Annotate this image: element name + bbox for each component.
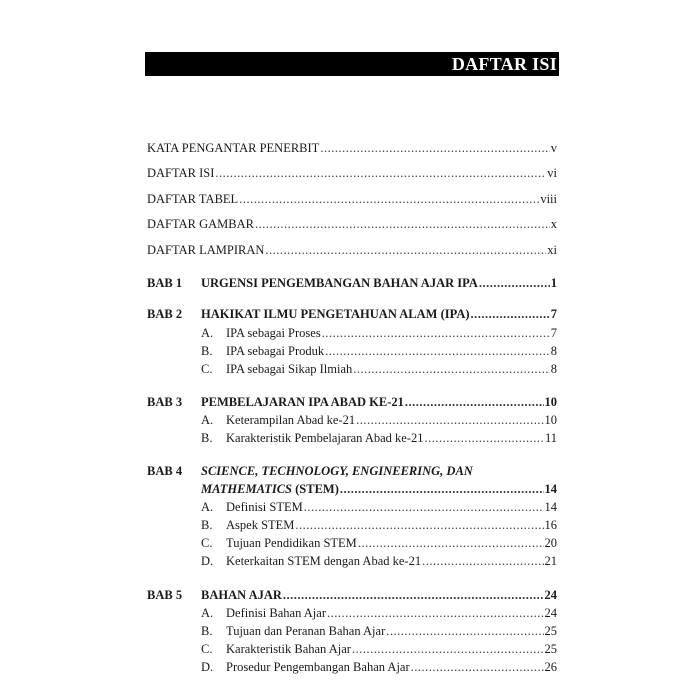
- toc-subentry[interactable]: [201, 659, 557, 675]
- chapter-page: 10: [544, 395, 557, 409]
- subentry-label: Keterampilan Abad ke-21: [226, 413, 356, 427]
- chapter-title-line1: SCIENCE, TECHNOLOGY, ENGINEERING, DAN: [201, 464, 473, 478]
- subentry-page: 16: [544, 518, 557, 532]
- subentry-label: Definisi STEM: [226, 500, 303, 514]
- dot-leader: [358, 535, 544, 551]
- chapter-page: 7: [550, 307, 557, 321]
- toc-entry-page: v: [550, 141, 557, 155]
- chapter-title-italic: MATHEMATICS: [201, 482, 293, 496]
- subentry-label: Definisi Bahan Ajar: [226, 606, 326, 620]
- subentry-page: 10: [544, 413, 557, 427]
- toc-chapter-4[interactable]: [201, 481, 557, 497]
- subentry-letter: B.: [201, 518, 213, 532]
- dot-leader: [239, 191, 539, 207]
- toc-entry-page: vi: [547, 166, 557, 180]
- subentry-label: IPA sebagai Produk: [226, 344, 325, 358]
- chapter-page: 24: [544, 588, 557, 602]
- subentry-letter: D.: [201, 660, 214, 674]
- dot-leader: [215, 165, 546, 181]
- toc-entry-daftar-isi[interactable]: [147, 165, 557, 181]
- subentry-letter: A.: [201, 500, 214, 514]
- chapter-page: 1: [550, 276, 557, 290]
- dot-leader: [471, 306, 550, 322]
- chapter-page: 14: [544, 482, 557, 496]
- dot-leader: [411, 659, 544, 675]
- toc-subentry[interactable]: [201, 499, 557, 515]
- subentry-letter: A.: [201, 413, 214, 427]
- page-title: DAFTAR ISI: [451, 54, 557, 74]
- chapter-code: BAB 3: [147, 395, 183, 409]
- toc-subentry[interactable]: [201, 623, 557, 639]
- toc-entry-label: DAFTAR LAMPIRAN: [147, 243, 265, 257]
- subentry-letter: D.: [201, 554, 214, 568]
- dot-leader: [304, 499, 544, 515]
- chapter-title: URGENSI PENGEMBANGAN BAHAN AJAR IPA: [201, 276, 478, 290]
- toc-subentry[interactable]: [201, 430, 557, 446]
- chapter-code: BAB 5: [147, 588, 183, 602]
- subentry-page: 8: [550, 344, 557, 358]
- section-header-bar: [145, 52, 559, 76]
- chapter-title: HAKIKAT ILMU PENGETAHUAN ALAM (IPA): [201, 307, 470, 321]
- toc-subentry[interactable]: [201, 412, 557, 428]
- subentry-page: 7: [550, 326, 557, 340]
- chapter-title-line2: [201, 481, 339, 497]
- toc-subentry[interactable]: [201, 605, 557, 621]
- subentry-label: Aspek STEM: [226, 518, 295, 532]
- dot-leader: [295, 517, 543, 533]
- subentry-label: IPA sebagai Sikap Ilmiah: [226, 362, 353, 376]
- subentry-page: 25: [544, 624, 557, 638]
- subentry-label: Karakteristik Bahan Ajar: [226, 642, 351, 656]
- dot-leader: [265, 242, 546, 258]
- dot-leader: [356, 412, 543, 428]
- dot-leader: [352, 641, 544, 657]
- toc-entry-label: DAFTAR ISI: [147, 166, 215, 180]
- toc-entry-daftar-lampiran[interactable]: [147, 242, 557, 258]
- dot-leader: [422, 553, 543, 569]
- toc-entry-kata-pengantar[interactable]: [147, 140, 557, 156]
- toc-entry-daftar-tabel[interactable]: [147, 191, 557, 207]
- chapter-code: BAB 4: [147, 464, 183, 478]
- subentry-page: 14: [544, 500, 557, 514]
- chapter-title: BAHAN AJAR: [201, 588, 282, 602]
- dot-leader: [255, 216, 550, 232]
- toc-subentry[interactable]: [201, 641, 557, 657]
- toc-entry-page: xi: [547, 243, 557, 257]
- toc-entry-page: x: [550, 217, 557, 231]
- dot-leader: [322, 325, 550, 341]
- subentry-letter: C.: [201, 642, 213, 656]
- subentry-label: Tujuan dan Peranan Bahan Ajar: [226, 624, 386, 638]
- chapter-code: BAB 2: [147, 307, 183, 321]
- subentry-page: 25: [544, 642, 557, 656]
- dot-leader: [320, 140, 549, 156]
- subentry-page: 24: [544, 606, 557, 620]
- dot-leader: [386, 623, 543, 639]
- subentry-label: Prosedur Pengembangan Bahan Ajar: [226, 660, 410, 674]
- toc-entry-page: viii: [540, 192, 557, 206]
- subentry-letter: B.: [201, 624, 213, 638]
- dot-leader: [340, 481, 544, 497]
- chapter-title-rest: (STEM): [292, 482, 339, 496]
- dot-leader: [327, 605, 544, 621]
- subentry-page: 8: [550, 362, 557, 376]
- subentry-letter: B.: [201, 344, 213, 358]
- dot-leader: [325, 343, 550, 359]
- subentry-letter: B.: [201, 431, 213, 445]
- toc-subentry[interactable]: [201, 535, 557, 551]
- toc-subentry[interactable]: [201, 517, 557, 533]
- dot-leader: [405, 394, 544, 410]
- subentry-page: 26: [544, 660, 557, 674]
- toc-chapter-3[interactable]: [201, 394, 557, 410]
- toc-subentry[interactable]: [201, 361, 557, 377]
- toc-entry-daftar-gambar[interactable]: [147, 216, 557, 232]
- subentry-label: IPA sebagai Proses: [226, 326, 321, 340]
- toc-subentry[interactable]: [201, 325, 557, 341]
- toc-chapter-5[interactable]: [201, 587, 557, 603]
- subentry-page: 20: [544, 536, 557, 550]
- subentry-letter: C.: [201, 362, 213, 376]
- toc-subentry[interactable]: [201, 343, 557, 359]
- dot-leader: [283, 587, 544, 603]
- toc-entry-label: KATA PENGANTAR PENERBIT: [147, 141, 320, 155]
- toc-subentry[interactable]: [201, 553, 557, 569]
- chapter-code: BAB 1: [147, 276, 183, 290]
- dot-leader: [425, 430, 544, 446]
- dot-leader: [353, 361, 549, 377]
- subentry-page: 11: [544, 431, 557, 445]
- subentry-letter: C.: [201, 536, 213, 550]
- subentry-label: Keterkaitan STEM dengan Abad ke-21: [226, 554, 422, 568]
- toc-entry-label: DAFTAR TABEL: [147, 192, 239, 206]
- dot-leader: [479, 275, 550, 291]
- subentry-letter: A.: [201, 606, 214, 620]
- toc-entry-label: DAFTAR GAMBAR: [147, 217, 255, 231]
- subentry-label: Tujuan Pendidikan STEM: [226, 536, 357, 550]
- chapter-title: PEMBELAJARAN IPA ABAD KE-21: [201, 395, 404, 409]
- subentry-page: 21: [544, 554, 557, 568]
- subentry-letter: A.: [201, 326, 214, 340]
- toc-chapter-2[interactable]: [201, 306, 557, 322]
- subentry-label: Karakteristik Pembelajaran Abad ke-21: [226, 431, 424, 445]
- toc-chapter-1[interactable]: [201, 275, 557, 291]
